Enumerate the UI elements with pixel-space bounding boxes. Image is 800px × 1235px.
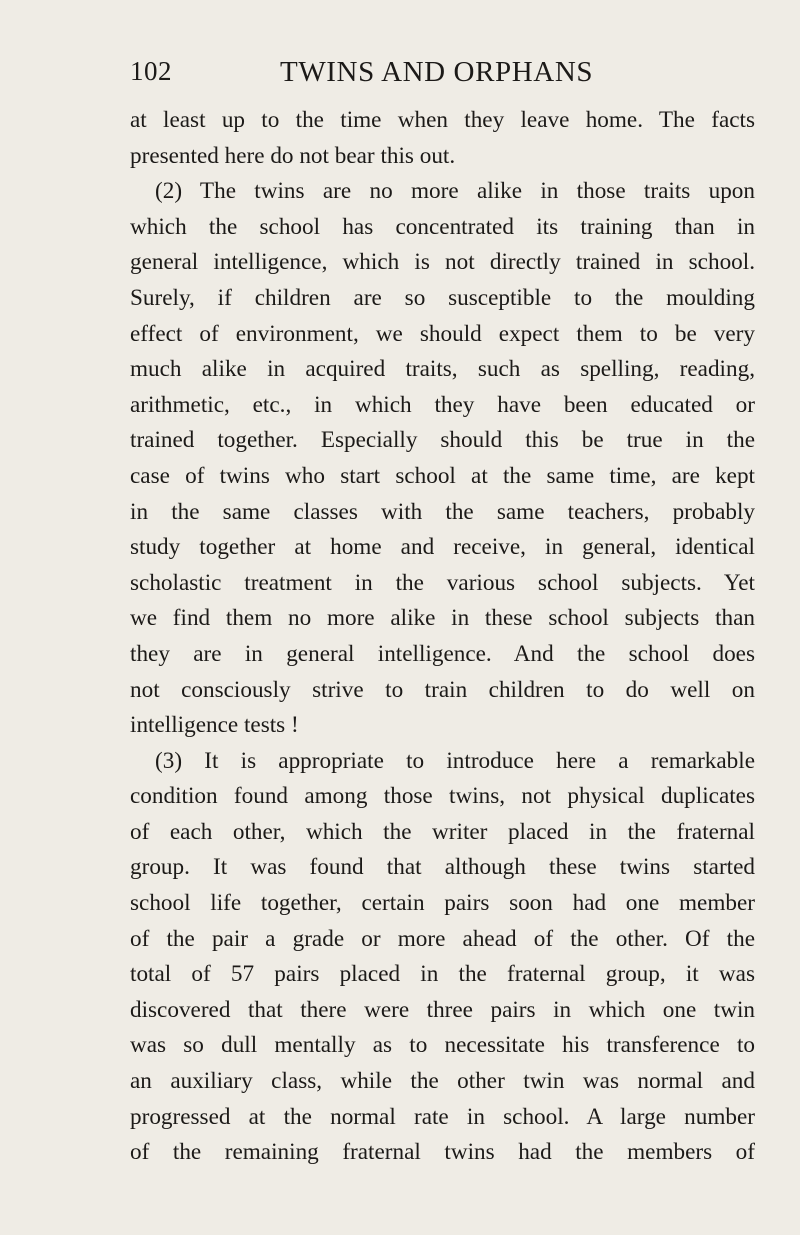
text-line: discovered that there were three pairs in which one twin <box>130 996 755 1023</box>
text-line: (2) The twins are no more alike in those traits upon <box>155 178 755 205</box>
text-line: at least up to the time when they leave home. The facts <box>130 107 755 133</box>
body-text <box>130 103 755 1171</box>
text-line: an auxiliary class, while the other twin was normal and <box>130 1068 755 1095</box>
text-line: effect of environment, we should expect them to be very <box>130 320 755 347</box>
text-line: group. It was found that although these twins started <box>130 854 755 881</box>
text-line: (3) It is appropriate to introduce here a remarkable <box>155 747 755 774</box>
running-title: TWINS AND ORPHANS <box>280 56 594 88</box>
text-line: total of 57 pairs placed in the fraternal group, it was <box>130 961 755 988</box>
text-line: school life together, certain pairs soon had one member <box>130 890 755 917</box>
text-line: trained together. Especially should this be true in the <box>130 427 755 454</box>
text-line: scholastic treatment in the various school subjects. Yet <box>130 569 755 596</box>
text-line: which the school has concentrated its training than in <box>130 213 755 240</box>
page-number: 102 <box>130 56 172 86</box>
text-line: of the remaining fraternal twins had the members of <box>130 1139 755 1166</box>
text-line: Surely, if children are so susceptible to the moulding <box>130 284 755 311</box>
text-line: we find them no more alike in these school subjects than <box>130 605 755 632</box>
text-line: arithmetic, etc., in which they have been educated or <box>130 391 755 418</box>
text-line: case of twins who start school at the same time, are kept <box>130 462 755 489</box>
text-line: condition found among those twins, not physical duplicates <box>130 783 755 810</box>
text-line: presented here do not bear this out. <box>130 142 456 169</box>
text-line: was so dull mentally as to necessitate his transference to <box>130 1032 755 1059</box>
page-header <box>130 56 660 92</box>
text-line: much alike in acquired traits, such as spelling, reading, <box>130 356 755 383</box>
text-line: progressed at the normal rate in school. A large number <box>130 1103 755 1130</box>
text-line: in the same classes with the same teachers, probably <box>130 498 755 525</box>
text-line: not consciously strive to train children to do well on <box>130 676 755 703</box>
text-line: of each other, which the writer placed in the fraternal <box>130 818 755 845</box>
text-line: of the pair a grade or more ahead of the other. Of the <box>130 925 755 952</box>
text-line: they are in general intelligence. And the school does <box>130 640 755 667</box>
text-line: intelligence tests ! <box>130 712 299 739</box>
text-line: study together at home and receive, in general, identical <box>130 534 755 561</box>
text-line: general intelligence, which is not directly trained in school. <box>130 249 755 276</box>
